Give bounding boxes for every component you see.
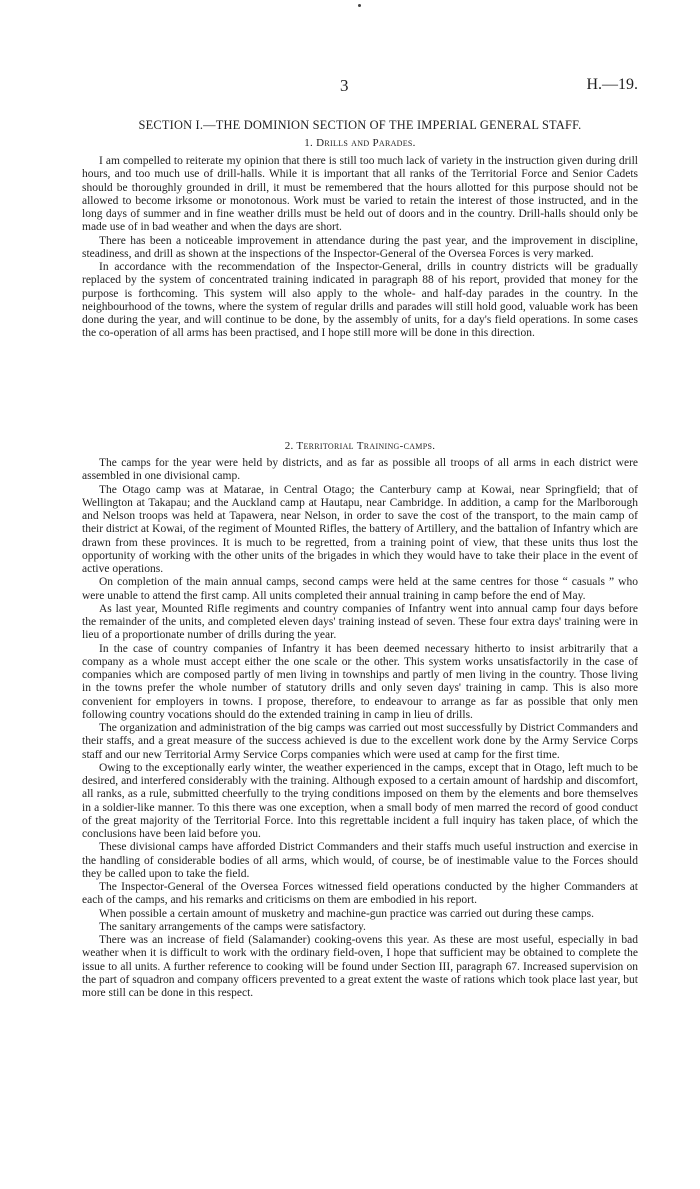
document-page: [82, 0, 638, 1189]
document-reference: H.—19.: [586, 76, 638, 93]
drills-heading: 1. Drills and Parades.: [304, 137, 416, 149]
camps-paragraph: These divisional camps have afforded District Commanders and their staffs much useful instruction and exercise in the handling of considerable bodies of all arms, which would, of course, be of inestimable value to the Forces should they be called upon to take the field.: [82, 841, 638, 880]
camps-paragraph: There was an increase of field (Salamander) cooking-ovens this year. As these are most useful, especially in bad weather when it is difficult to work with the ordinary field-oven, I hope that sufficient may be obtained to complete the issue to all units. A further reference to cooking will be found under Section III, paragraph 67. Increased supervision on the part of squadron and company officers prevented to a great extent the waste of rations which took place last year, but more still can be done in this respect.: [82, 934, 638, 999]
section-heading: SECTION I.—THE DOMINION SECTION OF THE IMPERIAL GENERAL STAFF.: [138, 118, 582, 132]
camps-paragraph: The Otago camp was at Matarae, in Central Otago; the Canterbury camp at Kowai, near Springfield; that of Wellington at Takapau; and the Auckland camp at Hautapu, near Cambridge. In addition, a camp for the Marlborough and Nelson troops was held at Tapawera, near Nelson, in order to save the cost of the transport, to the main camp of their district at Kowai, of the regiment of Mounted Rifles, the battery of Artillery, and the battalion of Infantry which are drawn from these provinces. It is much to be regretted, from a training point of view, that these units thus lost the opportunity of working with the other units of the brigades in which they would have to take their place in the event of active operations.: [82, 483, 638, 575]
camps-paragraph: Owing to the exceptionally early winter, the weather experienced in the camps, except that in Otago, left much to be desired, and interfered considerably with the training. Although exposed to a certain amount of hardship and discomfort, all ranks, as a rule, submitted cheerfully to the trying conditions imposed on them by the elements and bore themselves in a soldier-like manner. To this there was one exception, when a small body of men marred the record of good conduct of the great majority of the Territorial Force. Into this regrettable incident a full inquiry has taken place, of which the conclusions have been laid before you.: [82, 761, 638, 840]
drills-paragraph: In accordance with the recommendation of the Inspector-General, drills in country districts will be gradually replaced by the system of concentrated training indicated in paragraph 88 of his report, provided that money for the purpose is forthcoming. This system will also apply to the whole- and half-day parades in the country. In the neighbourhood of the towns, where the system of regular drills and parades will still hold good, valuable work has been done during the year, and will continue to be done, by the assembly of units, for a day's field operations. In some cases the co-operation of all arms has been practised, and I hope still more will be done in this direction.: [82, 261, 638, 340]
page-number: 3: [340, 76, 349, 95]
drills-section: [82, 155, 638, 341]
ink-speck: [358, 4, 361, 7]
camps-paragraph: The camps for the year were held by districts, and as far as possible all troops of all arms in each district were assembled in one divisional camp.: [82, 457, 638, 483]
camps-heading: 2. Territorial Training-camps.: [284, 440, 436, 452]
drills-paragraph: There has been a noticeable improvement in attendance during the past year, and the improvement in discipline, steadiness, and drill as shown at the inspections of the Inspector-General of the Oversea Forces is very marked.: [82, 234, 638, 260]
camps-paragraph: The sanitary arrangements of the camps were satisfactory.: [99, 920, 366, 933]
camps-paragraph: In the case of country companies of Infantry it has been deemed necessary hitherto to insist arbitrarily that a company as a whole must accept either the one scale or the other. This system works unsatisfactorily in the case of companies which are composed partly of men living in townships and partly of men living in the country. Those living in the towns prefer the whole number of statutory drills and only seven days' training in camp. This is also more convenient for employers in towns. I propose, therefore, to endeavour to arrange as far as possible that only men following country vocations should do the extended training in camp in lieu of drills.: [82, 642, 638, 721]
camps-paragraph: On completion of the main annual camps, second camps were held at the same centres for those “ casuals ” who were unable to attend the first camp. All units completed their annual training in camp before the end of May.: [82, 576, 638, 602]
drills-paragraph: I am compelled to reiterate my opinion that there is still too much lack of variety in the instruction given during drill hours, and too much use of drill-halls. While it is important that all ranks of the Territorial Force and Senior Cadets should be thoroughly grounded in drill, it must be remembered that the hours allotted for this purpose should not be allowed to become irksome or monotonous. Work must be varied to retain the interest of those instructed, and in the long days of summer and in fine weather drills must be held out of doors and in the country. Drill-halls should only be made use of in bad weather and when the days are short.: [82, 155, 638, 234]
camps-paragraph: The Inspector-General of the Oversea Forces witnessed field operations conducted by the higher Commanders at each of the camps, and his remarks and criticisms on them are embodied in his report.: [82, 881, 638, 907]
page-header: [82, 76, 638, 98]
camps-paragraph: The organization and administration of the big camps was carried out most successfully by District Commanders and their staffs, and a great measure of the success achieved is due to the excellent work done by the Army Service Corps staff and our new Territorial Army Service Corps companies which were used at camp for the first time.: [82, 722, 638, 761]
camps-paragraph: When possible a certain amount of musketry and machine-gun practice was carried out during these camps.: [99, 907, 594, 920]
camps-paragraph: As last year, Mounted Rifle regiments and country companies of Infantry went into annual camp four days before the remainder of the units, and completed eleven days' training instead of seven. These four extra days' training were in lieu of a proportionate number of drills during the year.: [82, 602, 638, 642]
camps-section: [82, 457, 638, 1000]
